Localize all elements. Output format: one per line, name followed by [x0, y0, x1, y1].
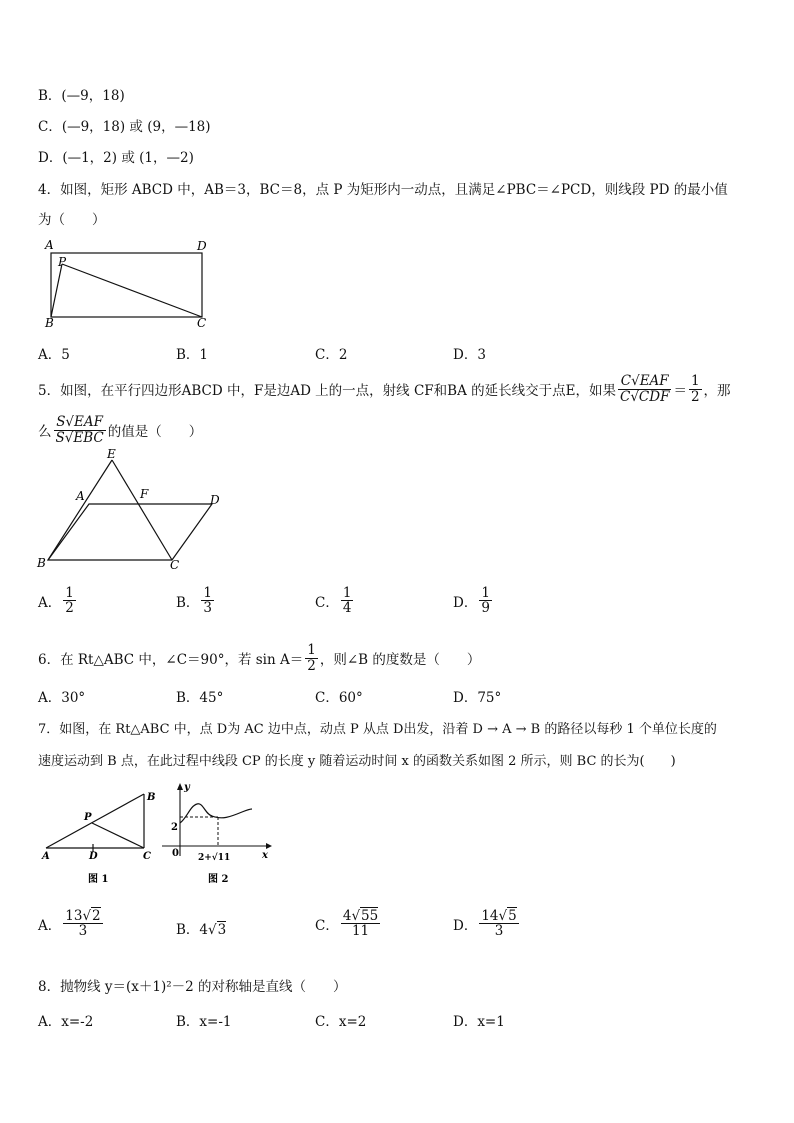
- q4-option-d: D．3: [453, 347, 486, 363]
- option-fraction: [341, 909, 380, 938]
- label-a: A: [76, 489, 85, 503]
- option-fraction: [479, 586, 492, 615]
- segment-bp: [51, 264, 62, 317]
- frac-num: 1: [203, 585, 213, 601]
- label-d: D: [89, 851, 98, 862]
- figure-2-caption: 图 2: [208, 874, 229, 885]
- coefficient: 13: [65, 908, 83, 924]
- y-axis-label: y: [184, 782, 190, 793]
- frac-num: 1: [342, 585, 352, 601]
- frac-den: S√EBC: [55, 429, 104, 446]
- q5-stem-prefix: 么: [38, 424, 52, 440]
- option-label: A．: [38, 917, 62, 934]
- coefficient: 4: [199, 922, 209, 938]
- q5-stem-tail: ，那: [703, 383, 731, 399]
- frac-den: 3: [78, 923, 88, 940]
- label-c: C: [197, 316, 207, 330]
- x-axis-arrow: [266, 843, 272, 849]
- q4-option-b: B．1: [176, 347, 209, 363]
- parallelogram-abcd: [48, 504, 212, 560]
- frac-num: 14√5: [481, 908, 517, 924]
- q3-option-b: B．(—9，18): [38, 88, 125, 104]
- label-b: B: [147, 792, 156, 803]
- q4-option-a: A．5: [38, 347, 70, 363]
- option-label: B．: [176, 594, 200, 611]
- coefficient: 4: [342, 908, 352, 924]
- frac-den: C√CDF: [620, 388, 670, 405]
- radicand: 55: [361, 908, 379, 924]
- q8-option-b: B．x=-1: [176, 1014, 232, 1030]
- q5-ratio-value: [689, 374, 702, 403]
- q5-ratio-area: [54, 415, 106, 444]
- label-b: B: [37, 556, 46, 570]
- option-label: C．: [315, 917, 339, 934]
- frac-den: 9: [481, 600, 490, 617]
- q7-figures: [40, 780, 280, 890]
- q5-stem-text: 5．如图，在平行四边形ABCD 中，F是边AD 上的一点，射线 CF和BA 的延长线交于点E，如果: [38, 383, 616, 399]
- segment-pc: [92, 823, 144, 848]
- q6-option-a: A．30°: [38, 690, 86, 706]
- rectangle-abcd: [51, 253, 202, 317]
- frac-den: 3: [494, 923, 504, 940]
- line-be: [48, 460, 112, 560]
- label-a: A: [45, 238, 54, 252]
- q8-option-c: C．x=2: [315, 1014, 367, 1030]
- label-e: E: [107, 448, 116, 461]
- label-d: D: [197, 239, 207, 253]
- option-fraction: [63, 909, 102, 938]
- frac-den: 2: [690, 388, 700, 405]
- q6-option-b: B．45°: [176, 690, 224, 706]
- q4-stem-line2: 为（ ）: [38, 212, 106, 228]
- option-fraction: [63, 586, 76, 615]
- frac-num: 4√55: [342, 908, 379, 924]
- frac-num: 1: [307, 642, 316, 659]
- frac-num: 1: [690, 373, 700, 390]
- option-label: C．: [315, 594, 339, 611]
- q4-stem-line1: 4．如图，矩形 ABCD 中，AB＝3，BC＝8，点 P 为矩形内一动点，且满足∠PBC＝∠PCD，则线段 PD 的最小值: [38, 182, 728, 198]
- label-p: P: [58, 255, 67, 269]
- q7-stem-line1: 7．如图，在 Rt△ABC 中，点 D为 AC 边中点，动点 P 从点 D出发，沿着 D → A → B 的路径以每秒 1 个单位长度的: [38, 722, 717, 737]
- option-fraction: [479, 909, 518, 938]
- q5-option-c: [315, 586, 355, 615]
- q7-option-d: [453, 909, 521, 938]
- frac-den: 2: [65, 600, 74, 617]
- q4-figure-rectangle: [40, 236, 220, 330]
- q3-option-d: D．(—1，2) 或 (1，—2): [38, 150, 194, 166]
- q5-stem-line1: [38, 368, 731, 410]
- frac-den: 4: [342, 600, 352, 617]
- origin-label: 0: [172, 848, 179, 859]
- option-label: A．: [38, 594, 62, 611]
- q6-option-c: C．60°: [315, 690, 363, 706]
- q8-option-a: A．x=-2: [38, 1014, 94, 1030]
- q7-stem-line2: 速度运动到 B 点，在此过程中线段 CP 的长度 y 随着运动时间 x 的函数关系如图 2 所示，则 BC 的长为( ): [38, 754, 676, 769]
- label-f: F: [140, 487, 149, 501]
- label-d: D: [210, 493, 220, 507]
- q7-option-b: B．4√3: [176, 922, 227, 938]
- frac-num: 13√2: [65, 908, 101, 924]
- q8-option-d: D．x=1: [453, 1014, 505, 1030]
- q5-figure-parallelogram: [34, 448, 226, 572]
- q5-option-a: [38, 586, 78, 615]
- x-axis-label: x: [262, 850, 268, 861]
- coefficient: 14: [481, 908, 499, 924]
- label-p: P: [84, 812, 92, 823]
- radicand: 3: [217, 922, 227, 938]
- option-label: D．: [453, 917, 478, 934]
- q5-stem-line2: [38, 410, 202, 450]
- frac-den: 3: [203, 600, 213, 617]
- label-c: C: [143, 851, 151, 862]
- q6-stem: [38, 638, 480, 678]
- option-label: D．: [453, 594, 478, 611]
- radicand: 5: [508, 908, 517, 924]
- y-tick-2: 2: [171, 822, 178, 833]
- frac-num: C√EAF: [618, 374, 671, 389]
- frac-den: 2: [307, 657, 316, 674]
- q7-option-c: [315, 909, 382, 938]
- segment-pc: [62, 264, 202, 317]
- frac-num: 1: [481, 585, 490, 601]
- q5-option-b: [176, 586, 216, 615]
- frac-num: S√EAF: [54, 415, 106, 430]
- label-c: C: [170, 558, 180, 572]
- line-ec: [112, 460, 172, 560]
- option-fraction: [341, 586, 354, 615]
- q5-stem-question: 的值是（ ）: [107, 424, 203, 440]
- q6-stem-text: 6．在 Rt△ABC 中，∠C＝90°，若 sin A＝: [38, 652, 304, 668]
- frac-num: 1: [65, 585, 74, 601]
- figure-1-caption: 图 1: [88, 874, 109, 885]
- segment-ab: [46, 794, 144, 848]
- function-curve: [180, 804, 252, 823]
- q3-option-c: C．(—9，18) 或 (9，—18): [38, 119, 211, 135]
- q7-option-a: [38, 909, 105, 938]
- option-label: B．: [176, 922, 200, 938]
- q4-option-c: C．2: [315, 347, 348, 363]
- option-fraction: [201, 586, 214, 615]
- y-axis-arrow: [177, 783, 183, 790]
- q8-stem: 8．抛物线 y＝(x＋1)²－2 的对称轴是直线（ ）: [38, 979, 347, 995]
- x-tick-label: 2+√11: [198, 853, 231, 863]
- q6-sine-value: [305, 643, 318, 672]
- label-a: A: [42, 851, 50, 862]
- q5-option-d: [453, 586, 494, 615]
- radicand: 2: [92, 908, 101, 924]
- q6-option-d: D．75°: [453, 690, 502, 706]
- label-b: B: [45, 316, 54, 330]
- equals-sign: ＝: [673, 383, 687, 399]
- q6-stem-question: ，则∠B 的度数是（ ）: [319, 652, 481, 668]
- frac-den: 11: [351, 923, 370, 940]
- q5-ratio-perimeter: [618, 374, 671, 403]
